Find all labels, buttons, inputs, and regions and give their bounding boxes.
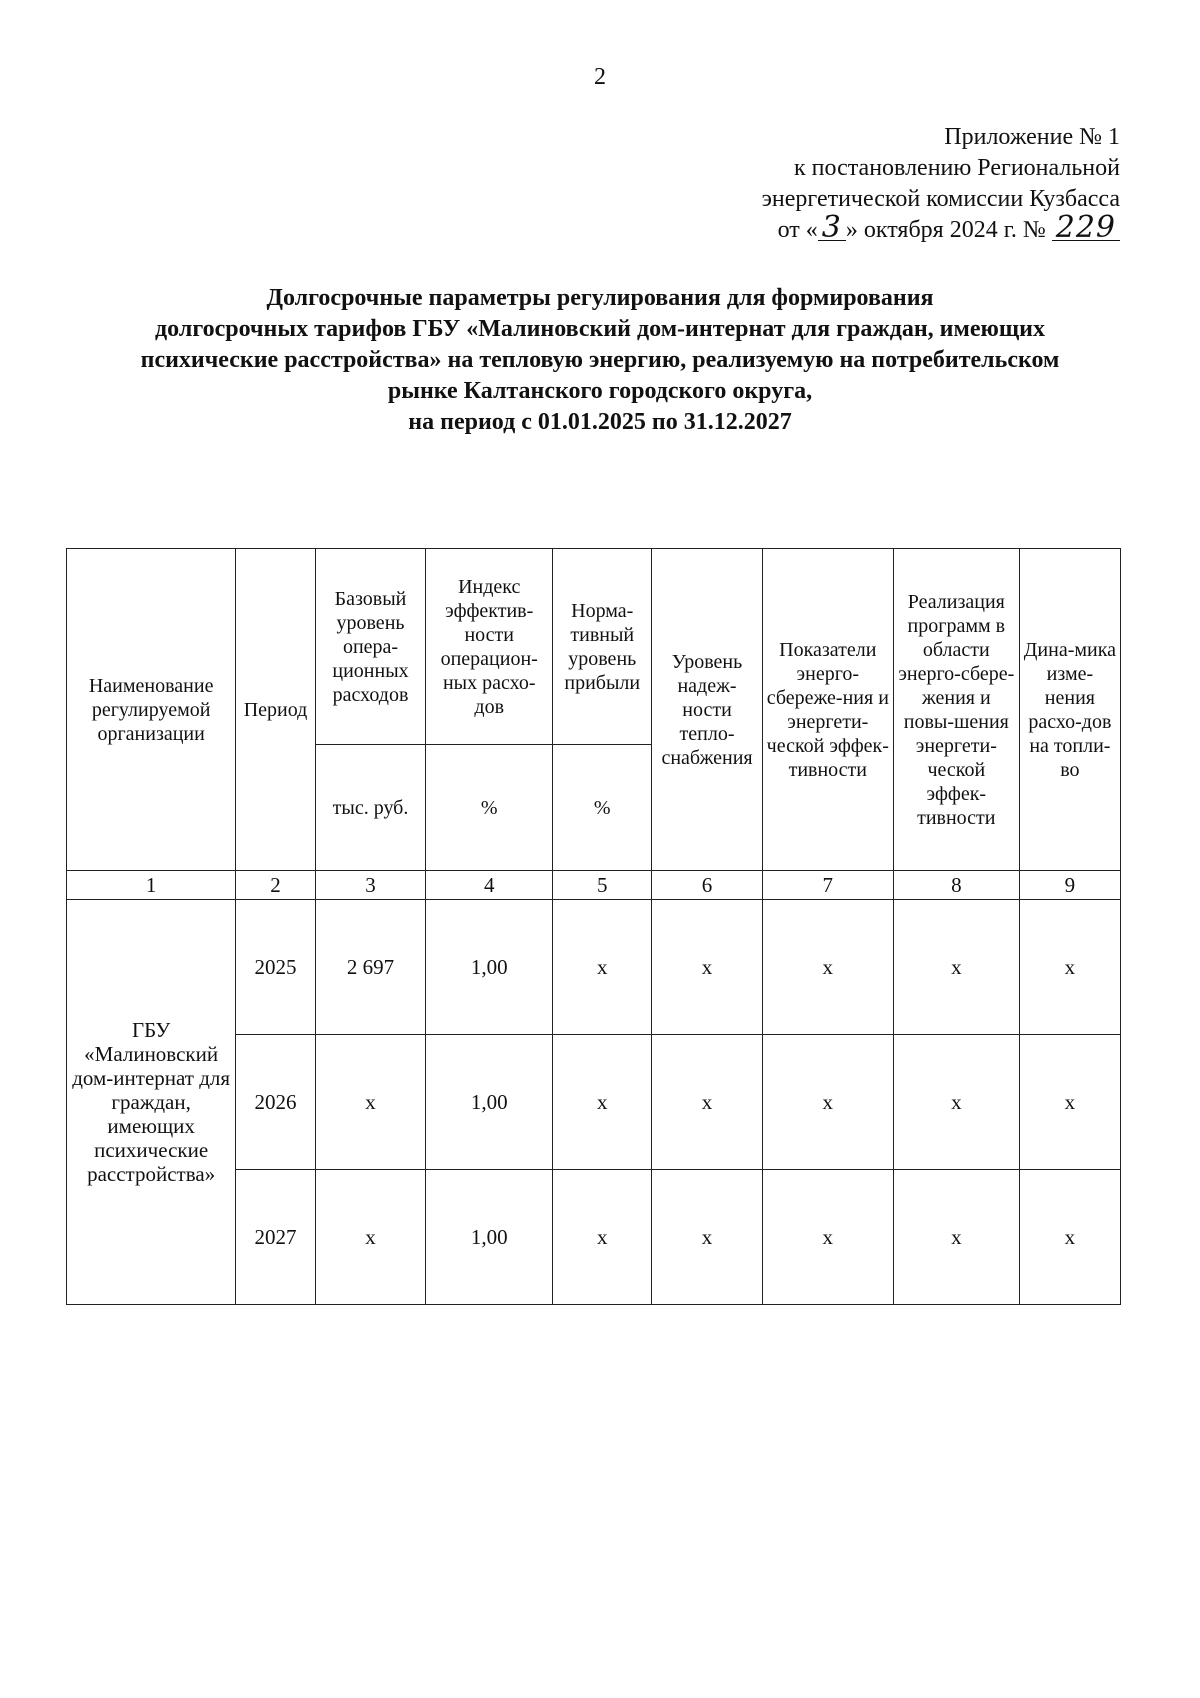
appendix-block — [690, 122, 1120, 246]
cell-fuel: х — [1019, 1035, 1120, 1170]
cell-index: 1,00 — [426, 1035, 553, 1170]
column-number: 4 — [426, 871, 553, 900]
header-programs: Реализация программ в области энерго-сбере-жения и повы-шения энергети-ческой эффек-тивности — [893, 549, 1019, 871]
cell-index: 1,00 — [426, 1170, 553, 1305]
title-line-1: Долгосрочные параметры регулирования для формирования — [266, 285, 934, 311]
appendix-date-line — [690, 210, 1120, 246]
column-number: 3 — [315, 871, 425, 900]
date-prefix: от « — [777, 217, 818, 243]
header-profit: Норма-тивный уровень прибыли — [553, 549, 652, 745]
table-row — [67, 900, 1121, 1035]
header-fuel: Дина-мика изме-нения расхо-дов на топли-во — [1019, 549, 1120, 871]
parameters-table — [66, 548, 1121, 1305]
cell-base: х — [315, 1035, 425, 1170]
title-line-4: рынке Калтанского городского округа, — [387, 378, 813, 404]
header-name: Наименование регулируемой организации — [67, 549, 236, 871]
cell-energy-indicators: х — [762, 1170, 893, 1305]
cell-fuel: х — [1019, 900, 1120, 1035]
appendix-line-2: к постановлению Региональной — [794, 155, 1120, 181]
cell-programs: х — [893, 1170, 1019, 1305]
cell-period: 2025 — [236, 900, 315, 1035]
column-numbers-row — [67, 871, 1121, 900]
cell-energy-indicators: х — [762, 1035, 893, 1170]
title-line-5: на период с 01.01.2025 по 31.12.2027 — [408, 409, 792, 435]
appendix-line-3: энергетической комиссии Кузбасса — [761, 186, 1120, 212]
header-energy-indicators: Показатели энерго-сбереже-ния и энергети-ческой эффек-тивности — [762, 549, 893, 871]
column-number: 5 — [553, 871, 652, 900]
document-title — [60, 283, 1140, 438]
column-number: 7 — [762, 871, 893, 900]
cell-profit: х — [553, 900, 652, 1035]
date-suffix: » октября 2024 г. № — [845, 217, 1046, 243]
cell-fuel: х — [1019, 1170, 1120, 1305]
title-line-2: долгосрочных тарифов ГБУ «Малиновский дом-интернат для граждан, имеющих — [155, 316, 1045, 342]
cell-base: х — [315, 1170, 425, 1305]
header-row — [67, 549, 1121, 745]
organization-name: ГБУ «Малиновский дом-интернат для граждан, имеющих психические расстройства» — [67, 900, 236, 1305]
handwritten-day: 3 — [818, 216, 846, 241]
cell-reliability: х — [652, 1170, 762, 1305]
unit-index: % — [426, 745, 553, 871]
header-period: Период — [236, 549, 315, 871]
unit-profit: % — [553, 745, 652, 871]
column-number: 2 — [236, 871, 315, 900]
cell-energy-indicators: х — [762, 900, 893, 1035]
header-index: Индекс эффектив-ности операцион-ных расхо-дов — [426, 549, 553, 745]
cell-reliability: х — [652, 1035, 762, 1170]
header-base: Базовый уровень опера-ционных расходов — [315, 549, 425, 745]
column-number: 9 — [1019, 871, 1120, 900]
cell-period: 2027 — [236, 1170, 315, 1305]
title-line-3: психические расстройства» на тепловую энергию, реализуемую на потребительском — [140, 347, 1060, 373]
header-reliability: Уровень надеж-ности тепло-снабжения — [652, 549, 762, 871]
unit-base: тыс. руб. — [315, 745, 425, 871]
cell-base: 2 697 — [315, 900, 425, 1035]
column-number: 8 — [893, 871, 1019, 900]
cell-period: 2026 — [236, 1035, 315, 1170]
cell-profit: х — [553, 1035, 652, 1170]
handwritten-number: 229 — [1052, 216, 1120, 241]
cell-profit: х — [553, 1170, 652, 1305]
page-number: 2 — [594, 64, 606, 90]
column-number: 1 — [67, 871, 236, 900]
cell-programs: х — [893, 900, 1019, 1035]
cell-programs: х — [893, 1035, 1019, 1170]
appendix-line-1: Приложение № 1 — [944, 124, 1120, 150]
cell-reliability: х — [652, 900, 762, 1035]
cell-index: 1,00 — [426, 900, 553, 1035]
column-number: 6 — [652, 871, 762, 900]
